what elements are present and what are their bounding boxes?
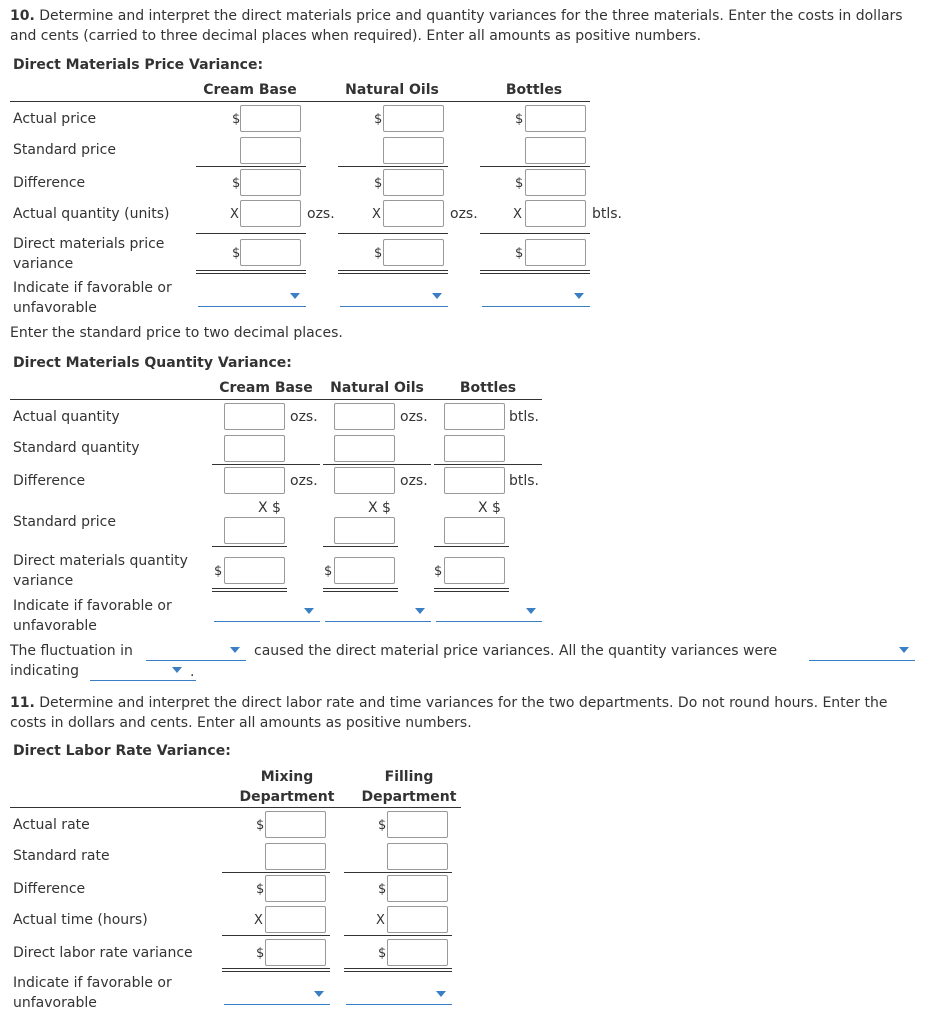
lr-col-filling-line2: Department xyxy=(361,789,457,805)
dropdown-arrow-icon xyxy=(230,647,240,653)
unit-label: ozs. xyxy=(290,473,318,489)
qv-header-rule xyxy=(10,399,542,400)
dollar-sign: $ xyxy=(378,818,387,833)
price-variance-title: Direct Materials Price Variance: xyxy=(13,57,264,73)
pv-row-standard-price: Standard price xyxy=(13,142,116,158)
qv-oils-standard-quantity-input[interactable] xyxy=(334,435,395,462)
pv-cream-favorable-dropdown[interactable] xyxy=(198,287,306,307)
interp-text-2: caused the direct material price variances. All the quantity variances were xyxy=(254,643,778,659)
pv-bottles-favorable-dropdown[interactable] xyxy=(482,287,590,307)
lr-row-difference: Difference xyxy=(13,881,86,897)
lr-mixing-favorable-dropdown[interactable] xyxy=(224,985,330,1005)
qv-cream-actual-quantity-input[interactable] xyxy=(224,403,285,430)
times-dollar: X $ xyxy=(368,500,391,516)
qv-bottles-sub-rule xyxy=(434,546,509,547)
qv-bottles-favorable-dropdown[interactable] xyxy=(436,602,542,622)
dollar-sign: $ xyxy=(378,946,387,961)
lr-row-favorable: Indicate if favorable or unfavorable xyxy=(13,975,172,1011)
qv-oils-total-rule xyxy=(323,588,398,592)
times-sign: X xyxy=(230,207,239,222)
dollar-sign: $ xyxy=(214,564,223,579)
lr-filling-difference-input[interactable] xyxy=(387,875,448,902)
qv-oils-favorable-dropdown[interactable] xyxy=(325,602,431,622)
unit-label: ozs. xyxy=(450,206,478,222)
interp-text-3: indicating xyxy=(10,663,79,679)
lr-mixing-sub-rule xyxy=(222,935,330,936)
dropdown-arrow-icon xyxy=(314,991,324,997)
qv-oils-variance-input[interactable] xyxy=(334,557,395,584)
qv-oils-standard-price-input[interactable] xyxy=(334,517,395,544)
pv-header-rule xyxy=(10,101,590,102)
dollar-sign: $ xyxy=(324,564,333,579)
pv-bottles-sub-rule xyxy=(480,233,590,234)
q11-body: Determine and interpret the direct labor rate and time variances for the two departments. Do not round hours. Enter the costs in dollars and cents. Enter all amounts as positive numbers. xyxy=(10,695,888,731)
lr-col-mixing xyxy=(234,767,340,807)
q11-number: 11. xyxy=(10,695,35,711)
dollar-sign: $ xyxy=(378,882,387,897)
qv-col-bottles: Bottles xyxy=(459,380,517,396)
lr-row-actual-rate: Actual rate xyxy=(13,817,90,833)
pv-col-natural-oils: Natural Oils xyxy=(345,82,439,98)
dollar-sign: $ xyxy=(515,246,524,261)
pv-cream-variance-input[interactable] xyxy=(240,239,301,266)
dropdown-arrow-icon xyxy=(574,293,584,299)
pv-oils-difference-input[interactable] xyxy=(383,169,444,196)
qv-row-variance: Direct materials quantity variance xyxy=(13,553,188,589)
labor-rate-title: Direct Labor Rate Variance: xyxy=(13,743,231,759)
lr-mixing-variance-input[interactable] xyxy=(265,939,326,966)
pv-row-variance: Direct materials price variance xyxy=(13,236,165,272)
quantity-variance-title: Direct Materials Quantity Variance: xyxy=(13,355,292,371)
dropdown-arrow-icon xyxy=(290,293,300,299)
pv-bottles-variance-input[interactable] xyxy=(525,239,586,266)
times-dollar: X $ xyxy=(478,500,501,516)
q10-number: 10. xyxy=(10,8,35,24)
pv-bottles-difference-input[interactable] xyxy=(525,169,586,196)
pv-bottles-sub-rule xyxy=(480,166,590,167)
pv-cream-sub-rule xyxy=(196,233,306,234)
pv-cream-total-rule xyxy=(196,270,306,274)
lr-row-actual-time: Actual time (hours) xyxy=(13,912,148,928)
pv-cream-sub-rule xyxy=(196,166,306,167)
dropdown-arrow-icon xyxy=(432,293,442,299)
lr-mixing-standard-rate-input[interactable] xyxy=(265,843,326,870)
dropdown-arrow-icon xyxy=(526,608,536,614)
times-sign: X xyxy=(376,913,385,928)
pv-bottles-standard-price-input[interactable] xyxy=(525,137,586,164)
interp-quantity-dropdown[interactable] xyxy=(809,641,915,661)
dollar-sign: $ xyxy=(434,564,443,579)
pv-row-actual-price: Actual price xyxy=(13,111,97,127)
lr-filling-favorable-dropdown[interactable] xyxy=(346,985,452,1005)
pv-oils-sub-rule xyxy=(338,166,448,167)
pv-oils-quantity-input[interactable] xyxy=(383,200,444,227)
dollar-sign: $ xyxy=(374,112,383,127)
lr-col-mixing-line2: Department xyxy=(239,789,335,805)
dropdown-arrow-icon xyxy=(304,608,314,614)
unit-label: ozs. xyxy=(400,473,428,489)
lr-row-variance: Direct labor rate variance xyxy=(13,945,193,961)
lr-row-standard-rate: Standard rate xyxy=(13,848,110,864)
dollar-sign: $ xyxy=(232,246,241,261)
times-sign: X xyxy=(513,207,522,222)
lr-filling-sub-rule xyxy=(344,872,452,873)
lr-header-rule xyxy=(10,807,461,808)
qv-bottles-total-rule xyxy=(434,588,509,592)
dollar-sign: $ xyxy=(256,818,265,833)
pv-row-actual-quantity: Actual quantity (units) xyxy=(13,206,170,222)
dollar-sign: $ xyxy=(232,112,241,127)
qv-oils-difference-input[interactable] xyxy=(334,467,395,494)
qv-oils-sub-rule xyxy=(323,464,431,465)
pv-oils-variance-input[interactable] xyxy=(383,239,444,266)
lr-filling-standard-rate-input[interactable] xyxy=(387,843,448,870)
qv-cream-standard-quantity-input[interactable] xyxy=(224,435,285,462)
times-sign: X xyxy=(254,913,263,928)
pv-cream-actual-price-input[interactable] xyxy=(240,105,301,132)
lr-mixing-actual-rate-input[interactable] xyxy=(265,811,326,838)
lr-filling-variance-input[interactable] xyxy=(387,939,448,966)
unit-label: btls. xyxy=(592,206,623,222)
interp-fluctuation-dropdown[interactable] xyxy=(146,641,246,661)
qv-bottles-variance-input[interactable] xyxy=(444,557,505,584)
qv-cream-variance-input[interactable] xyxy=(224,557,285,584)
lr-filling-sub-rule xyxy=(344,935,452,936)
pv-col-bottles: Bottles xyxy=(505,82,563,98)
qv-row-actual-quantity: Actual quantity xyxy=(13,409,120,425)
pv-oils-actual-price-input[interactable] xyxy=(383,105,444,132)
pv-cream-difference-input[interactable] xyxy=(240,169,301,196)
lr-col-filling-line1: Filling xyxy=(384,769,434,785)
qv-bottles-actual-quantity-input[interactable] xyxy=(444,403,505,430)
pv-cream-standard-price-input[interactable] xyxy=(240,137,301,164)
pv-oils-favorable-dropdown[interactable] xyxy=(340,287,448,307)
pv-oils-sub-rule xyxy=(338,233,448,234)
pv-note: Enter the standard price to two decimal places. xyxy=(10,325,343,341)
dropdown-arrow-icon xyxy=(436,991,446,997)
dollar-sign: $ xyxy=(515,176,524,191)
lr-filling-actual-time-input[interactable] xyxy=(387,906,448,933)
interp-period: . xyxy=(190,664,195,680)
qv-bottles-standard-quantity-input[interactable] xyxy=(444,435,505,462)
dollar-sign: $ xyxy=(256,946,265,961)
pv-cream-quantity-input[interactable] xyxy=(240,200,301,227)
lr-mixing-actual-time-input[interactable] xyxy=(265,906,326,933)
unit-label: ozs. xyxy=(307,206,335,222)
pv-oils-standard-price-input[interactable] xyxy=(383,137,444,164)
qv-row-favorable: Indicate if favorable or unfavorable xyxy=(13,598,172,634)
unit-label: btls. xyxy=(509,409,540,425)
dollar-sign: $ xyxy=(256,882,265,897)
interp-text-1: The fluctuation in xyxy=(10,643,133,659)
pv-bottles-actual-price-input[interactable] xyxy=(525,105,586,132)
dropdown-arrow-icon xyxy=(415,608,425,614)
qv-cream-difference-input[interactable] xyxy=(224,467,285,494)
times-dollar: X $ xyxy=(258,500,281,516)
pv-bottles-total-rule xyxy=(480,270,590,274)
pv-row-favorable: Indicate if favorable or unfavorable xyxy=(13,280,172,316)
qv-cream-sub-rule xyxy=(212,546,287,547)
dollar-sign: $ xyxy=(374,246,383,261)
qv-bottles-difference-input[interactable] xyxy=(444,467,505,494)
qv-oils-sub-rule xyxy=(323,546,398,547)
unit-label: btls. xyxy=(509,473,540,489)
times-sign: X xyxy=(372,207,381,222)
qv-cream-standard-price-input[interactable] xyxy=(224,517,285,544)
pv-bottles-quantity-input[interactable] xyxy=(525,200,586,227)
lr-mixing-total-rule xyxy=(222,968,330,972)
lr-col-filling xyxy=(356,767,462,807)
lr-filling-total-rule xyxy=(344,968,452,972)
dollar-sign: $ xyxy=(232,176,241,191)
qv-cream-total-rule xyxy=(212,588,287,592)
unit-label: ozs. xyxy=(400,409,428,425)
dollar-sign: $ xyxy=(515,112,524,127)
qv-oils-actual-quantity-input[interactable] xyxy=(334,403,395,430)
dollar-sign: $ xyxy=(374,176,383,191)
lr-mixing-sub-rule xyxy=(222,872,330,873)
interp-indicating-dropdown[interactable] xyxy=(90,661,196,681)
lr-mixing-difference-input[interactable] xyxy=(265,875,326,902)
lr-filling-actual-rate-input[interactable] xyxy=(387,811,448,838)
lr-col-mixing-line1: Mixing xyxy=(260,769,314,785)
pv-oils-total-rule xyxy=(338,270,448,274)
qv-col-cream-base: Cream Base xyxy=(219,380,313,396)
qv-bottles-standard-price-input[interactable] xyxy=(444,517,505,544)
qv-cream-favorable-dropdown[interactable] xyxy=(214,602,320,622)
qv-row-standard-price: Standard price xyxy=(13,514,116,530)
dropdown-arrow-icon xyxy=(899,647,909,653)
q10-body: Determine and interpret the direct materials price and quantity variances for the three materials. Enter the costs in dollars and cents (carried to three decimal places when required). Enter all amounts as positive numbers. xyxy=(10,8,903,44)
qv-bottles-sub-rule xyxy=(434,464,542,465)
unit-label: ozs. xyxy=(290,409,318,425)
qv-row-difference: Difference xyxy=(13,473,86,489)
qv-cream-sub-rule xyxy=(212,464,320,465)
q10-instructions xyxy=(10,6,915,46)
pv-col-cream-base: Cream Base xyxy=(203,82,297,98)
pv-row-difference: Difference xyxy=(13,175,86,191)
qv-row-standard-quantity: Standard quantity xyxy=(13,440,140,456)
q11-instructions xyxy=(10,693,915,733)
dropdown-arrow-icon xyxy=(172,667,182,673)
qv-col-natural-oils: Natural Oils xyxy=(330,380,424,396)
